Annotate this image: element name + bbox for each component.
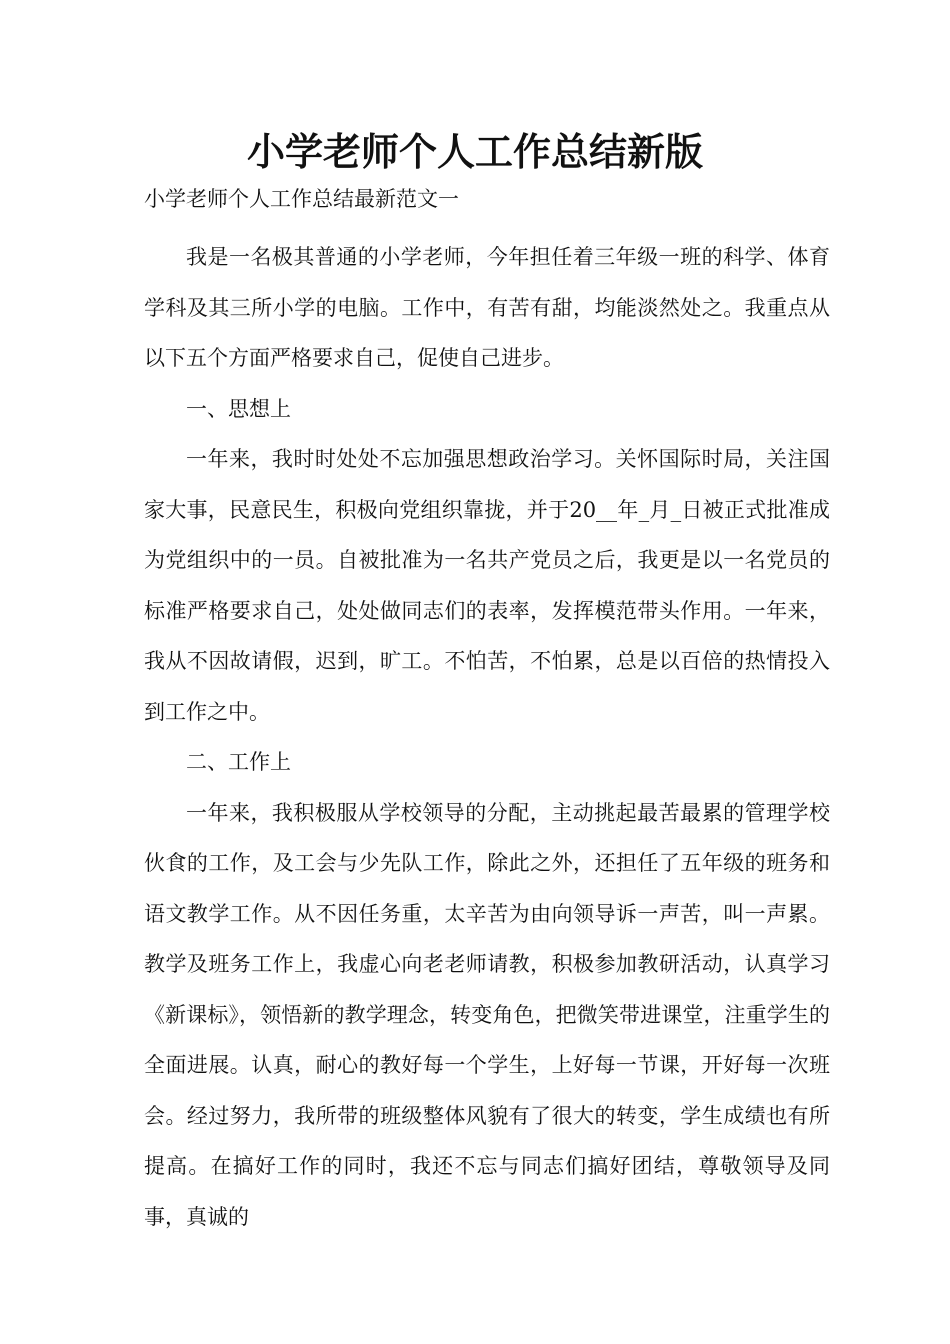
section-heading-thought: 一、思想上: [186, 396, 291, 421]
paragraph-intro: 我是一名极其普通的小学老师，今年担任着三年级一班的科学、体育学科及其三所小学的电脑。工作中，有苦有甜，均能淡然处之。我重点从以下五个方面严格要求自己，促使自己进步。: [144, 245, 830, 370]
section-heading-work: 二、工作上: [186, 750, 291, 774]
document-subtitle: 小学老师个人工作总结最新范文一: [144, 187, 459, 211]
paragraph-thought: 一年来，我时时处处不忘加强思想政治学习。关怀国际时局，关注国家大事，民意民生，积极向党组织靠拢，并于20__年_月_日被正式批准成为党组织中的一员。自被批准为一名共产党员之后，我更是以一名党员的标准严格要求自己，处处做同志们的表率，发挥模范带头作用。一年来，我从不因故请假，迟到，旷工。不怕苦，不怕累，总是以百倍的热情投入到工作之中。: [144, 447, 830, 724]
document-title: 小学老师个人工作总结新版: [246, 129, 703, 174]
document-body: [144, 232, 830, 1242]
paragraph-work: 一年来，我积极服从学校领导的分配，主动挑起最苦最累的管理学校伙食的工作，及工会与少先队工作，除此之外，还担任了五年级的班务和语文教学工作。从不因任务重，太辛苦为由向领导诉一声苦，叫一声累。教学及班务工作上，我虚心向老老师请教，积极参加教研活动，认真学习《新课标》，领悟新的教学理念，转变角色，把微笑带进课堂，注重学生的全面进展。认真，耐心的教好每一个学生，上好每一节课，开好每一次班会。经过努力，我所带的班级整体风貌有了很大的转变，学生成绩也有所提高。在搞好工作的同时，我还不忘与同志们搞好团结，尊敬领导及同事，真诚的: [144, 800, 830, 1229]
